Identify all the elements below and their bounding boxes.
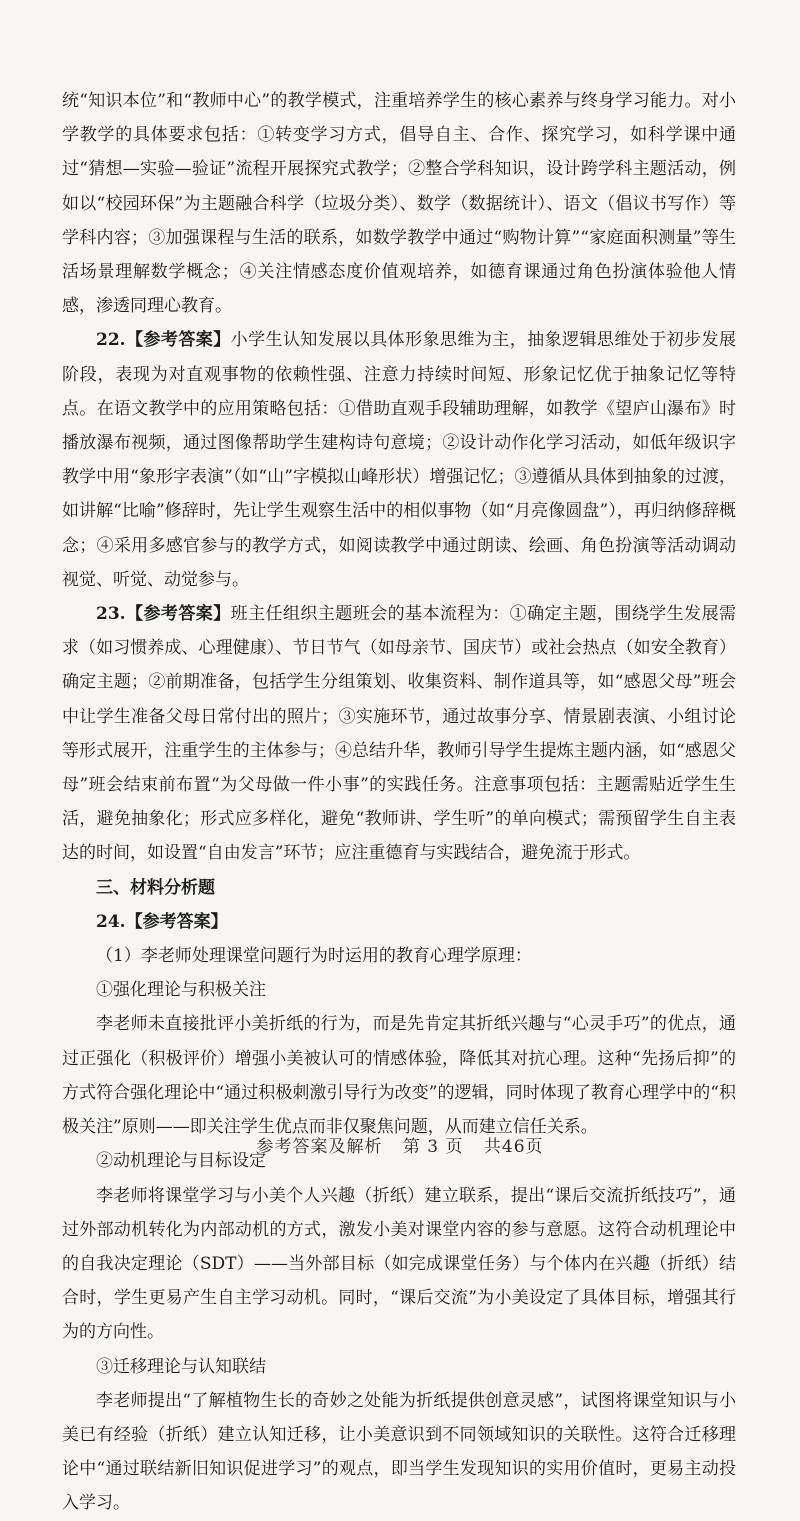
section-heading: 三、材料分析题 <box>96 877 215 898</box>
subpoint-title-2: ②动机理论与目标设定 <box>96 1151 266 1172</box>
subpoint-text-3: 李老师提出“了解植物生长的奇妙之处能为折纸提供创意灵感”，试图将课堂知识与小美已有经验（折纸）建立认知迁移，让小美意识到不同领域知识的关联性。这符合迁移理论中“通过联结新旧知识促进学习”的观点，即当学生发现知识的实用价值时，更易主动投入学习。 <box>62 1390 736 1514</box>
answer-q22 <box>62 323 736 597</box>
footer-total-pages: 共46页 <box>483 1137 544 1157</box>
answer-q24-header <box>62 905 736 939</box>
answer-q23 <box>62 597 736 871</box>
question-number: 24. <box>96 911 126 932</box>
answer-content <box>62 84 736 1521</box>
answer-tag: 【参考答案】 <box>125 330 231 351</box>
subpoint-text-2: 李老师将课堂学习与小美个人兴趣（折纸）建立联系，提出“课后交流折纸技巧”，通过外部动机转化为内部动机的方式，激发小美对课堂内容的参与意愿。这符合动机理论中的自我决定理论（SDT）——当外部目标（如完成课堂任务）与个体内在兴趣（折纸）结合时，学生更易产生自主学习动机。同时，“课后交流”为小美设定了具体目标，增强其行为的方向性。 <box>62 1185 736 1343</box>
q24-intro: （1）李老师处理课堂问题行为时运用的教育心理学原理： <box>96 946 532 967</box>
page-footer <box>0 1132 800 1157</box>
paragraph-q21-continuation: 统“知识本位”和“教师中心”的教学模式，注重培养学生的核心素养与终身学习能力。对小学教学的具体要求包括：①转变学习方式，倡导自主、合作、探究学习，如科学课中通过“猜想—实验—验证”流程开展探究式教学；②整合学科知识，设计跨学科主题活动，例如以“校园环保”为主题融合科学（垃圾分类）、数学（数据统计）、语文（倡议书写作）等学科内容；③加强课程与生活的联系，如数学教学中通过“购物计算”“家庭面积测量”等生活场景理解数学概念；④关注情感态度价值观培养，如德育课通过角色扮演体验他人情感，渗透同理心教育。 <box>62 91 736 317</box>
subpoint-text-1: 李老师未直接批评小美折纸的行为，而是先肯定其折纸兴趣与“心灵手巧”的优点，通过正强化（积极评价）增强小美被认可的情感体验，降低其对抗心理。这种“先扬后抑”的方式符合强化理论中“通过积极刺激引导行为改变”的逻辑，同时体现了教育心理学中的“积极关注”原则——即关注学生优点而非仅聚焦问题，从而建立信任关系。 <box>62 1014 736 1138</box>
footer-title: 参考答案及解析 <box>256 1137 383 1157</box>
subpoint-title-3: ③迁移理论与认知联结 <box>96 1356 266 1377</box>
question-number: 23. <box>96 604 126 625</box>
answer-text: 班主任组织主题班会的基本流程为：①确定主题，围绕学生发展需求（如习惯养成、心理健康）、节日节气（如母亲节、国庆节）或社会热点（如安全教育）确定主题；②前期准备，包括学生分组策划、收集资料、制作道具等，如“感恩父母”班会中让学生准备父母日常付出的照片；③实施环节，通过故事分享、情景剧表演、小组讨论等形式展开，注重学生的主体参与；④总结升华，教师引导学生提炼主题内涵，如“感恩父母”班会结束前布置“为父母做一件小事”的实践任务。注意事项包括：主题需贴近学生生活，避免抽象化；形式应多样化，避免“教师讲、学生听”的单向模式；需预留学生自主表达的时间，如设置“自由发言”环节；应注重德育与实践结合，避免流于形式。 <box>62 604 737 864</box>
question-number: 22. <box>96 330 126 351</box>
answer-text: 小学生认知发展以具体形象思维为主，抽象逻辑思维处于初步发展阶段，表现为对直观事物的依赖性强、注意力持续时间短、形象记忆优于抽象记忆等特点。在语文教学中的应用策略包括：①借助直观手段辅助理解，如教学《望庐山瀑布》时播放瀑布视频，通过图像帮助学生建构诗句意境；②设计动作化学习活动，如低年级识字教学中用“象形字表演”（如“山”字模拟山峰形状）增强记忆；③遵循从具体到抽象的过渡，如讲解“比喻”修辞时，先让学生观察生活中的相似事物（如“月亮像圆盘”），再归纳修辞概念；④采用多感官参与的教学方式，如阅读教学中通过朗读、绘画、角色扮演等活动调动视觉、听觉、动觉参与。 <box>62 330 737 590</box>
footer-page-number: 第 3 页 <box>402 1137 464 1157</box>
subpoint-title-1: ①强化理论与积极关注 <box>96 980 266 1001</box>
answer-tag: 【参考答案】 <box>125 604 231 625</box>
answer-tag: 【参考答案】 <box>125 911 228 932</box>
